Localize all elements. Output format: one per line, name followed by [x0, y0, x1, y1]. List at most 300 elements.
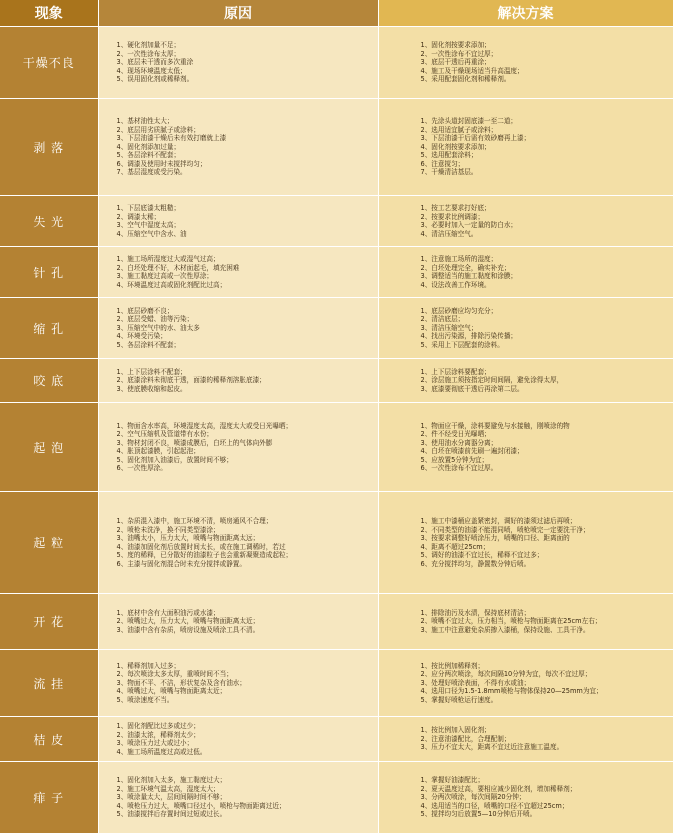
cause-text: 油漆加固化剂后放置时间太长，或在施工调稀时，若过 [127, 542, 286, 551]
cause-text: 物材封闭不良，喷漆成膜后，白坯上的气体向外膨 [127, 438, 273, 447]
solution-text: 上下层涂料要配套； [431, 367, 491, 376]
cause-text: 底层用劣质腻子或涂料； [127, 125, 200, 134]
solution-text: 注意搅匀； [431, 159, 465, 168]
cause-text: 硬化剂加量不足； [127, 41, 181, 50]
item-number: 2、 [116, 263, 128, 272]
phenomenon-cell: 咬 底 [0, 359, 98, 403]
cause-text: 压缩空气中的水、油太多 [127, 323, 200, 332]
solution-text: 应放置5分钟为宜； [431, 455, 489, 464]
item-number: 3、 [116, 625, 128, 634]
phenomenon-cell: 流 挂 [0, 650, 98, 717]
solution-item [421, 526, 669, 535]
cause-text: 喷涂压力过大或过小； [127, 739, 194, 747]
item-number: 3、 [420, 534, 432, 542]
solution-text: 件不经受日光曝晒； [431, 430, 491, 438]
cause-item [117, 151, 374, 160]
table-row [0, 403, 673, 492]
phenomenon-cell: 剥 落 [0, 99, 98, 196]
cause-text: 油漆搅拌后存置时间过短或过长。 [127, 810, 227, 819]
solution-item [421, 230, 669, 239]
item-number: 3、 [420, 743, 432, 752]
cause-item [117, 126, 374, 135]
solution-text: 调好的油漆不宜过长，稀释不宜过多； [431, 551, 544, 559]
solution-text: 按比例加稀释剂； [431, 661, 485, 670]
solution-text: 选用配套涂料； [431, 151, 478, 160]
cause-cell [98, 403, 378, 492]
solution-item [421, 670, 669, 679]
cause-text: 物面含水率高，环境湿度太高，湿度太大或受日光曝晒； [127, 421, 293, 430]
item-number: 4、 [420, 542, 432, 551]
solution-item [421, 385, 669, 394]
table-row [0, 298, 673, 359]
cause-item [117, 160, 374, 169]
solution-item [421, 679, 669, 688]
cause-text: 每次喷涂太多太厚，重喷时间不当； [127, 670, 233, 679]
cause-item [117, 341, 374, 350]
solution-item [421, 609, 669, 618]
solution-list [421, 776, 673, 819]
solution-list [421, 255, 673, 289]
solution-item [421, 324, 669, 333]
solution-item [421, 662, 669, 671]
cause-cell [98, 492, 378, 594]
solution-item [421, 117, 669, 126]
item-number: 1、 [116, 117, 128, 126]
item-number: 3、 [116, 739, 128, 747]
cause-item [117, 430, 374, 439]
item-number: 2、 [420, 525, 432, 534]
item-number: 4、 [116, 747, 128, 756]
item-number: 4、 [420, 332, 432, 341]
solution-item [421, 134, 669, 143]
cause-item [117, 609, 374, 618]
solution-list [421, 41, 673, 84]
item-number: 1、 [420, 204, 432, 212]
solution-cell [378, 650, 673, 717]
cause-item [117, 748, 374, 757]
item-number: 4、 [116, 447, 128, 455]
solution-text: 白坯处理完全，确实补充； [431, 263, 511, 272]
solution-text: 底层砂磨应均匀充分； [431, 306, 498, 315]
item-number: 5、 [420, 551, 432, 559]
solution-item [421, 456, 669, 465]
item-number: 3、 [420, 272, 432, 280]
cause-list [117, 609, 378, 635]
solution-text: 处理好喷涂表面，不得有水或油； [431, 678, 531, 687]
item-number: 4、 [116, 687, 128, 696]
cause-item [117, 543, 374, 552]
cause-text: 环境温度过高或固化剂配比过高； [127, 280, 227, 289]
cause-text: 一次性涂布太厚； [127, 49, 181, 58]
cause-item [117, 551, 374, 560]
cause-item [117, 439, 374, 448]
solution-text: 施工中注意避免杂质掺入漆桶，保持设施、工具干净。 [431, 625, 590, 634]
item-number: 2、 [116, 49, 128, 58]
cause-list [117, 422, 378, 473]
item-number: 1、 [420, 306, 432, 315]
item-number: 2、 [420, 430, 432, 438]
cause-text: 施工环境气温太高，湿度太大； [127, 784, 220, 793]
item-number: 5、 [116, 75, 128, 84]
phenomenon-cell: 痱 子 [0, 762, 98, 834]
solution-text: 搅拌均匀后放置5—10分钟后开喷。 [431, 810, 537, 819]
item-number: 2、 [116, 430, 128, 438]
solution-text: 距离不超过25cm； [431, 542, 490, 551]
cause-item [117, 143, 374, 152]
item-number: 1、 [420, 608, 432, 617]
solution-text: 选用口径为1.5-1.8mm喷枪与物体保持20—25mm为宜； [431, 687, 603, 696]
solution-list [421, 662, 673, 705]
cause-text: 油嘴太小，压力太大，喷嘴与物面距离太远； [127, 534, 260, 542]
cause-text: 误用固化剂或稀释剂。 [127, 75, 194, 84]
solution-text: 施工中漆桶应盖紧密封，调好的漆须过滤后再喷； [431, 517, 577, 525]
solution-item [421, 126, 669, 135]
cause-item [117, 456, 374, 465]
item-number: 5、 [116, 340, 128, 349]
solution-item [421, 726, 669, 735]
cause-text: 油漆中含有杂质，喷房设施及喷涂工具不清。 [127, 625, 260, 634]
solution-text: 应分两次喷涂，每次间隔10分钟为宜，每次不宜过厚； [431, 670, 592, 679]
cause-item [117, 376, 374, 385]
solution-text: 一次性涂布不宜过厚。 [431, 464, 498, 472]
item-number: 3、 [116, 534, 128, 542]
item-number: 5、 [116, 695, 128, 704]
solution-item [421, 464, 669, 473]
solution-text: 掌握好油漆配比； [431, 776, 485, 785]
item-number: 1、 [116, 41, 128, 50]
cause-item [117, 662, 374, 671]
item-number: 2、 [116, 617, 128, 626]
item-number: 3、 [116, 438, 128, 447]
solution-text: 注意施工场所的湿度； [431, 255, 498, 263]
table-row [0, 359, 673, 403]
cause-item [117, 670, 374, 679]
solution-text: 按工艺要求打好底； [431, 204, 491, 212]
cause-text: 施工场所温度过高或过低。 [127, 747, 207, 756]
item-number: 2、 [420, 784, 432, 793]
cause-text: 白坯处理不好，木材面起毛，填充困难 [127, 263, 240, 272]
table-row [0, 27, 673, 99]
cause-text: 底层砂磨不良； [127, 306, 174, 315]
item-number: 4、 [116, 66, 128, 75]
item-number: 5、 [420, 695, 432, 704]
solution-item [421, 213, 669, 222]
solution-item [421, 204, 669, 213]
item-number: 1、 [420, 255, 432, 263]
item-number: 1、 [420, 661, 432, 670]
solution-text: 底层干透后再重涂； [431, 58, 491, 67]
item-number: 1、 [420, 421, 432, 430]
solution-item [421, 332, 669, 341]
cause-item [117, 534, 374, 543]
item-number: 6、 [116, 559, 128, 568]
item-number: 5、 [420, 75, 432, 84]
cause-text: 油漆太浓，稀释剂太少； [127, 730, 200, 739]
solution-cell [378, 492, 673, 594]
cause-text: 空气压缩机及管道带有水份； [127, 430, 214, 438]
cause-item [117, 626, 374, 635]
item-number: 3、 [116, 58, 128, 67]
solution-item [421, 802, 669, 811]
item-number: 3、 [116, 134, 128, 143]
solution-text: 干燥清洁基层。 [431, 168, 478, 177]
cause-text: 调漆及使用时未搅拌均匀； [127, 159, 207, 168]
solution-text: 下层油漆干后需有效砂磨再上漆； [431, 134, 531, 143]
item-number: 2、 [116, 125, 128, 134]
cause-text: 喷枪压力过大，喷嘴口径过小，喷枪与物面距离过近； [127, 801, 286, 810]
solution-text: 夏天温度过高，要相应减少固化剂，增加稀释剂； [431, 784, 577, 793]
cause-cell [98, 99, 378, 196]
cause-text: 喷枪未洗净，换不同类型漆涂； [127, 525, 220, 534]
cause-item [117, 168, 374, 177]
cause-list [117, 368, 378, 394]
item-number: 6、 [420, 159, 432, 168]
item-number: 2、 [420, 376, 432, 385]
solution-item [421, 67, 669, 76]
cause-list [117, 204, 378, 238]
solution-item [421, 785, 669, 794]
cause-text: 施工场所湿度过大或湿气过高； [127, 255, 220, 263]
solution-cell [378, 717, 673, 762]
item-number: 5、 [420, 151, 432, 160]
table-row [0, 196, 673, 247]
item-number: 3、 [116, 793, 128, 802]
item-number: 2、 [420, 315, 432, 324]
cause-item [117, 332, 374, 341]
solution-item [421, 368, 669, 377]
cause-list [117, 722, 378, 756]
item-number: 1、 [420, 776, 432, 785]
item-number: 5、 [116, 455, 128, 464]
cause-item [117, 447, 374, 456]
item-number: 3、 [420, 625, 432, 634]
cause-text: 底漆涂料未彻底干透，面漆的稀释剂溶胀底漆； [127, 376, 266, 385]
solution-item [421, 696, 669, 705]
solution-cell [378, 196, 673, 247]
cause-text: 固化剂加入太多，施工黏度过大； [127, 776, 227, 785]
cause-item [117, 464, 374, 473]
item-number: 3、 [420, 384, 432, 393]
cause-item [117, 679, 374, 688]
cause-cell [98, 359, 378, 403]
solution-item [421, 776, 669, 785]
cause-item [117, 324, 374, 333]
solution-text: 调整适当的施工黏度和涂膜； [431, 272, 518, 280]
cause-list [117, 255, 378, 289]
item-number: 1、 [116, 367, 128, 376]
item-number: 3、 [420, 793, 432, 802]
cause-item [117, 696, 374, 705]
header-solution: 解决方案 [378, 0, 673, 27]
cause-list [117, 776, 378, 819]
cause-text: 环境受污染； [127, 332, 167, 341]
solution-item [421, 151, 669, 160]
item-number: 4、 [116, 280, 128, 289]
solution-text: 找出污染源，排除污染传播； [431, 332, 518, 341]
cause-cell [98, 650, 378, 717]
cause-item [117, 50, 374, 59]
solution-text: 选用适当的口径，喷嘴的口径不宜超过25cm； [431, 801, 569, 810]
solution-text: 使用油水分离器分离； [431, 438, 498, 447]
cause-cell [98, 27, 378, 99]
solution-list [421, 368, 673, 394]
item-number: 4、 [116, 801, 128, 810]
solution-item [421, 810, 669, 819]
solution-item [421, 447, 669, 456]
table-row [0, 492, 673, 594]
item-number: 3、 [116, 678, 128, 687]
item-number: 4、 [116, 542, 128, 551]
cause-text: 底层受蜡、油等污染； [127, 315, 194, 324]
cause-text: 施工黏度过高或一次性厚涂； [127, 272, 214, 280]
item-number: 4、 [116, 332, 128, 341]
cause-item [117, 315, 374, 324]
item-number: 1、 [420, 367, 432, 376]
cause-list [117, 41, 378, 84]
solution-item [421, 160, 669, 169]
item-number: 2、 [116, 670, 128, 679]
cause-item [117, 255, 374, 264]
solution-text: 不同类型的油漆不能混同喷，喷枪喷完一定要洗干净； [431, 525, 590, 534]
solution-item [421, 75, 669, 84]
cause-text: 固化剂加入油漆后，放置时间不够； [127, 455, 233, 464]
cause-text: 喷涂速度不当。 [127, 695, 174, 704]
header-cause: 原因 [98, 0, 378, 27]
cause-item [117, 204, 374, 213]
cause-text: 稀释剂加入过多； [127, 661, 181, 670]
solution-text: 底漆要彻底干透后再涂第二层。 [431, 384, 524, 393]
cause-text: 各层涂料不配套； [127, 340, 181, 349]
cause-cell [98, 298, 378, 359]
phenomenon-cell: 起 粒 [0, 492, 98, 594]
solution-text: 先涂头道封固底漆一至二道； [431, 117, 518, 126]
item-number: 1、 [420, 517, 432, 525]
item-number: 2、 [420, 49, 432, 58]
solution-text: 充分搅拌均匀，静置数分钟后喷。 [431, 559, 531, 568]
table-row [0, 762, 673, 834]
cause-item [117, 517, 374, 526]
phenomenon-cell: 起 泡 [0, 403, 98, 492]
item-number: 3、 [116, 272, 128, 280]
cause-item [117, 785, 374, 794]
cause-item [117, 731, 374, 740]
cause-item [117, 810, 374, 819]
solution-cell [378, 99, 673, 196]
phenomenon-cell: 针 孔 [0, 247, 98, 298]
solution-item [421, 307, 669, 316]
item-number: 5、 [420, 340, 432, 349]
cause-item [117, 687, 374, 696]
item-number: 5、 [116, 151, 128, 160]
solution-text: 涂层施工须按指定时间间隔，避免涂得太厚， [431, 376, 564, 385]
solution-text: 采用配套固化剂和稀释剂。 [431, 75, 511, 84]
solution-cell [378, 594, 673, 650]
cause-list [117, 117, 378, 177]
solution-text: 设法改善工作环境。 [431, 280, 491, 289]
cause-item [117, 264, 374, 273]
cause-list [117, 307, 378, 350]
item-number: 2、 [420, 670, 432, 679]
item-number: 6、 [420, 559, 432, 568]
item-number: 4、 [420, 280, 432, 289]
solution-list [421, 307, 673, 350]
cause-text: 底层未干透而多次重涂 [127, 58, 194, 67]
solution-text: 一次性涂布不宜过厚； [431, 49, 498, 58]
cause-text: 基层湿度或受污染。 [127, 168, 187, 177]
solution-item [421, 626, 669, 635]
solution-item [421, 617, 669, 626]
item-number: 4、 [420, 687, 432, 696]
item-number: 2、 [420, 212, 432, 221]
solution-item [421, 58, 669, 67]
item-number: 1、 [116, 204, 128, 212]
item-number: 2、 [116, 376, 128, 385]
cause-text: 各层涂料不配套； [127, 151, 181, 160]
cause-item [117, 134, 374, 143]
phenomenon-cell: 失 光 [0, 196, 98, 247]
item-number: 1、 [420, 726, 432, 735]
item-number: 4、 [116, 142, 128, 151]
solution-cell [378, 298, 673, 359]
cause-cell [98, 717, 378, 762]
table-row [0, 594, 673, 650]
cause-item [117, 41, 374, 50]
solution-text: 按要求比例调漆； [431, 212, 485, 221]
item-number: 2、 [116, 525, 128, 534]
item-number: 1、 [116, 421, 128, 430]
phenomenon-cell: 开 花 [0, 594, 98, 650]
solution-item [421, 422, 669, 431]
solution-cell [378, 359, 673, 403]
cause-text: 底材中含有大面积油污或水漆； [127, 608, 220, 617]
cause-text: 喷涂量太大，层间间隔时间不够； [127, 793, 227, 802]
table-row [0, 247, 673, 298]
cause-text: 一次性厚涂。 [127, 464, 167, 472]
solution-item [421, 281, 669, 290]
cause-text: 使底膜收缩和起皮。 [127, 384, 187, 393]
phenomenon-cell: 干燥不良 [0, 27, 98, 99]
item-number: 4、 [420, 66, 432, 75]
item-number: 3、 [420, 58, 432, 67]
item-number: 3、 [420, 438, 432, 447]
cause-text: 物面不平、不洁，形状复杂及含有油水； [127, 678, 246, 687]
item-number: 1、 [420, 41, 432, 50]
solution-item [421, 543, 669, 552]
table-row [0, 99, 673, 196]
item-number: 5、 [116, 810, 128, 819]
cause-item [117, 75, 374, 84]
phenomenon-cell: 桔 皮 [0, 717, 98, 762]
solution-text: 物面应干燥，涂料要避免与水接触，刚喷涂的物 [431, 421, 570, 430]
solution-item [421, 221, 669, 230]
solution-item [421, 687, 669, 696]
solution-text: 掌握好喷枪运行速度。 [431, 695, 498, 704]
cause-cell [98, 196, 378, 247]
solution-text: 施工及干燥现场适当升高温度； [431, 66, 524, 75]
item-number: 4、 [420, 447, 432, 455]
item-number: 2、 [116, 730, 128, 739]
item-number: 6、 [116, 464, 128, 472]
solution-item [421, 315, 669, 324]
solution-text: 清洁压缩空气。 [431, 229, 478, 238]
cause-item [117, 722, 374, 731]
solution-list [421, 422, 673, 473]
item-number: 3、 [116, 384, 128, 393]
cause-text: 下层底漆太粗糙； [127, 204, 181, 212]
item-number: 2、 [116, 212, 128, 221]
cause-text: 胀顶起漆膜，引起起泡； [127, 447, 200, 455]
table-body [0, 27, 673, 834]
